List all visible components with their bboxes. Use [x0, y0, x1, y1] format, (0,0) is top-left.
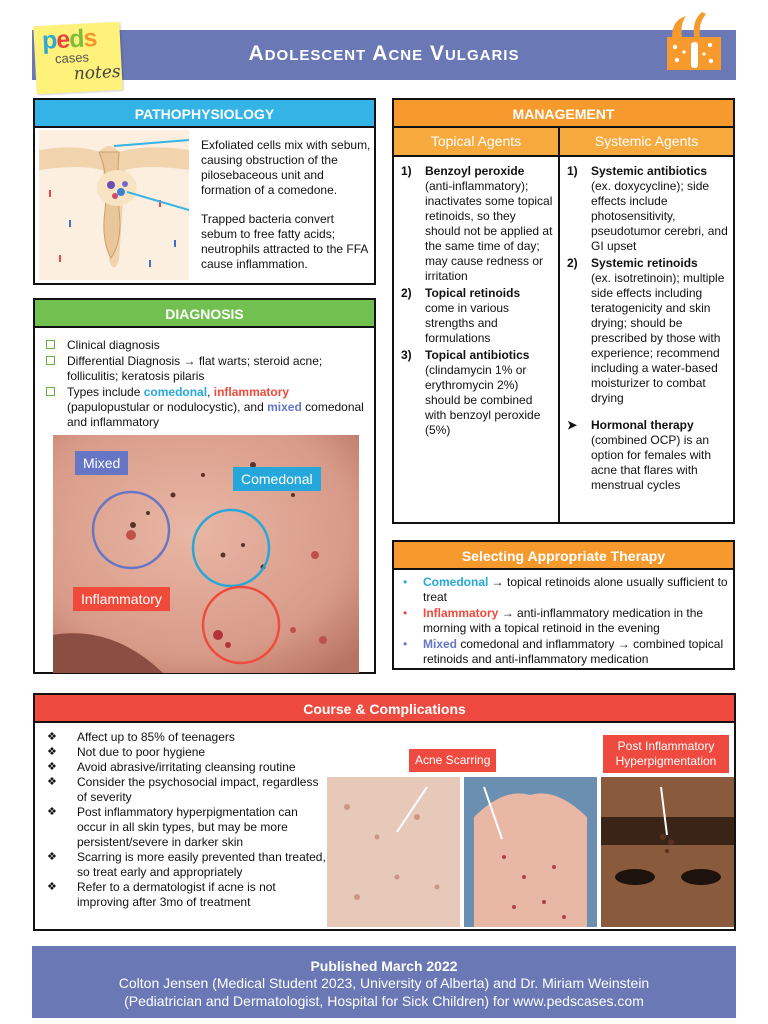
- arrow-bullet-icon: ➤: [567, 418, 578, 432]
- pedscases-logo: [33, 22, 122, 94]
- course-complications-panel: [33, 693, 736, 931]
- bullet-icon: •: [403, 575, 408, 589]
- title-banner: [32, 30, 736, 80]
- list-item: • Comedonal → topical retinoids alone usually sufficient to treat: [403, 575, 728, 604]
- list-item: 1) Systemic antibiotics (ex. doxycycline); side effects include photosensitivity, pseudotumor cerebri, and GI upset: [567, 164, 728, 253]
- column-divider: [558, 128, 560, 522]
- logo-notes-text: notes: [73, 61, 122, 85]
- list-item: Differential Diagnosis → flat warts; steroid acne; folliculitis; keratosis pilaris: [44, 354, 370, 384]
- square-bullet-icon: [46, 387, 55, 396]
- list-item: 2) Systemic retinoids (ex. isotretinoin); multiple side effects including teratogenicity and skin drying; should be prescribed by those with experience; recommend including a water-based moisturizer to combat drying: [567, 256, 725, 405]
- pilosebaceous-diagram: [39, 130, 189, 280]
- management-panel: [392, 98, 735, 524]
- logo-peds-text: peds: [41, 24, 98, 55]
- pathophysiology-panel: [33, 98, 376, 285]
- list-item: • Mixed comedonal and inflammatory → combined topical retinoids and anti-inflammatory medication: [403, 637, 724, 666]
- acne-scarring-tag: Acne Scarring: [409, 749, 496, 772]
- list-item: ❖ Affect up to 85% of teenagers: [47, 730, 235, 744]
- pathophysiology-paragraph: Exfoliated cells mix with sebum, causing obstruction of the pilosebaceous unit and formation of a comedone.: [201, 138, 371, 197]
- list-item: ❖ Refer to a dermatologist if acne is not improving after 3mo of treatment: [47, 880, 276, 909]
- list-item: ❖ Not due to poor hygiene: [47, 745, 206, 759]
- list-item: Clinical diagnosis: [44, 338, 370, 353]
- topical-agents-heading: Topical Agents: [430, 133, 522, 149]
- diagnosis-list: [44, 338, 370, 431]
- therapy-list: [400, 575, 730, 668]
- list-item: ❖ Avoid abrasive/irritating cleansing routine: [47, 760, 296, 774]
- management-heading: MANAGEMENT: [394, 100, 733, 128]
- hyperpigmentation-photo: [601, 777, 734, 927]
- pathophysiology-paragraph: Trapped bacteria convert sebum to free fatty acids; neutrophils attracted to the FFA cause inflammation.: [201, 212, 368, 271]
- bullet-icon: •: [403, 606, 408, 620]
- list-item: Types include comedonal, inflammatory (papulopustular or nodulocystic), and mixed comedonal and inflammatory: [44, 385, 370, 430]
- diagnosis-panel: [33, 298, 376, 674]
- inflammatory-tag: Inflammatory: [73, 587, 170, 611]
- hair-follicle-icon: [664, 10, 724, 72]
- diamond-bullet-icon: ❖: [47, 851, 57, 863]
- topical-agents-column: [396, 164, 554, 440]
- systemic-agents-heading: Systemic Agents: [594, 133, 699, 149]
- diamond-bullet-icon: ❖: [47, 881, 57, 893]
- diamond-bullet-icon: ❖: [47, 761, 57, 773]
- comedonal-tag: Comedonal: [233, 467, 321, 491]
- diamond-bullet-icon: ❖: [47, 806, 57, 818]
- diamond-bullet-icon: ❖: [47, 746, 57, 758]
- list-item: 2) Topical retinoids come in various strengths and formulations: [401, 286, 521, 345]
- acne-types-photo: [53, 435, 359, 673]
- list-item: • Inflammatory → anti-inflammatory medication in the morning with a topical retinoid in the evening: [403, 606, 704, 635]
- course-complications-heading: Course & Complications: [35, 695, 734, 723]
- footer: [32, 946, 736, 1018]
- affiliation-line: (Pediatrician and Dermatologist, Hospital for Sick Children) for www.pedscases.com: [124, 993, 644, 1009]
- logo-cases-text: cases: [54, 49, 90, 67]
- pathophysiology-text: [201, 138, 373, 286]
- list-item: ❖ Consider the psychosocial impact, regardless of severity: [47, 775, 319, 804]
- diamond-bullet-icon: ❖: [47, 776, 57, 788]
- acne-scarring-back-photo: [464, 777, 597, 927]
- systemic-agents-column: [562, 164, 732, 495]
- pathophysiology-heading: PATHOPHYSIOLOGY: [35, 100, 374, 128]
- square-bullet-icon: [46, 356, 55, 365]
- list-item: 3) Topical antibiotics (clindamycin 1% or erythromycin 2%) should be combined with benzoyl peroxide (5%): [401, 348, 541, 437]
- list-item: ➤ Hormonal therapy (combined OCP) is an option for females with acne that flares with menstrual cycles: [567, 418, 712, 492]
- diagnosis-heading: DIAGNOSIS: [35, 300, 374, 328]
- published-date: Published March 2022: [310, 958, 458, 974]
- comedonal-label: comedonal: [143, 385, 208, 399]
- list-item: 1) Benzoyl peroxide (anti-inflammatory); inactivates some topical retinoids, so they should not be applied at the same time of day; may cause redness or irritation: [401, 164, 553, 283]
- mixed-tag: Mixed: [75, 451, 128, 475]
- square-bullet-icon: [46, 340, 55, 349]
- pih-tag: Post Inflammatory Hyperpigmentation: [603, 735, 729, 773]
- list-item: ❖ Post inflammatory hyperpigmentation can occur in all skin types, but may be more persistent/severe in darker skin: [47, 805, 298, 849]
- course-list: [45, 730, 327, 910]
- inflammatory-label: inflammatory: [213, 385, 290, 399]
- authors-line: Colton Jensen (Medical Student 2023, University of Alberta) and Dr. Miriam Weinstein: [118, 975, 650, 991]
- list-item: ❖ Scarring is more easily prevented than treated, so treat early and appropriately: [47, 850, 326, 879]
- bullet-icon: •: [403, 637, 408, 651]
- acne-scarring-face-photo: [327, 777, 460, 927]
- diamond-bullet-icon: ❖: [47, 731, 57, 743]
- therapy-selection-panel: [392, 540, 735, 670]
- management-subheadings: [394, 128, 733, 157]
- therapy-selection-heading: Selecting Appropriate Therapy: [394, 542, 733, 570]
- page-title: Adolescent Acne Vulgaris: [248, 42, 520, 65]
- mixed-label: mixed: [267, 400, 302, 414]
